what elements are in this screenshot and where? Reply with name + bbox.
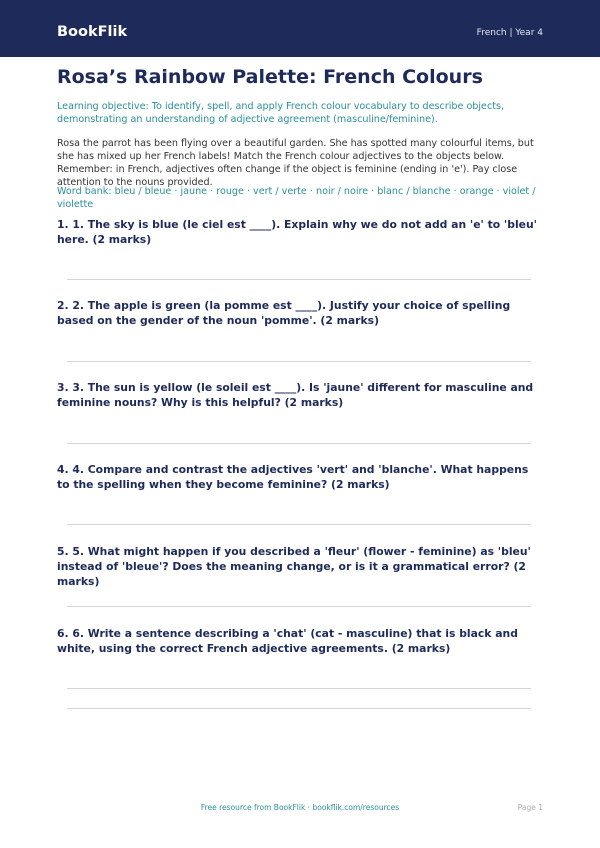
question-1 [57,217,543,247]
question-6 [57,626,543,656]
answer-line[interactable] [67,688,531,689]
question-text: 3. 3. The sun is yellow (le soleil est ____). Is 'jaune' different for masculine and feminine nouns? Why is this helpful? (2 marks) [57,381,534,409]
question-3 [57,380,543,410]
page-title: Rosa’s Rainbow Palette: French Colours [57,66,483,88]
question-5 [57,544,543,589]
answer-line[interactable] [67,708,531,709]
header-bar [0,0,600,57]
subject-year-label: French | Year 4 [476,28,543,38]
word-bank: Word bank: bleu / bleue · jaune · rouge · vert / verte · noir / noire · blanc / blanche · orange · violet / violette [57,186,536,210]
answer-line[interactable] [67,524,531,525]
answer-line[interactable] [67,279,531,280]
question-4 [57,462,543,492]
answer-line[interactable] [67,361,531,362]
question-text: 5. 5. What might happen if you described a 'fleur' (flower - feminine) as 'bleu' instead of 'bleue'? Does the meaning change, or is it a grammatical error? (2 marks) [57,545,531,588]
answer-line[interactable] [67,443,531,444]
question-text: 1. 1. The sky is blue (le ciel est ____). Explain why we do not add an 'e' to 'bleu' here. (2 marks) [57,218,537,246]
question-text: 6. 6. Write a sentence describing a 'chat' (cat - masculine) that is black and white, using the correct French adjective agreements. (2 marks) [57,627,518,655]
page-number: Page 1 [517,803,543,812]
footer-credit[interactable]: Free resource from BookFlik · bookflik.com/resources [200,803,400,812]
question-2 [57,298,543,328]
answer-line[interactable] [67,606,531,607]
question-text: 2. 2. The apple is green (la pomme est ____). Justify your choice of spelling based on the gender of the noun 'pomme'. (2 marks) [57,299,511,327]
intro-paragraph: Rosa the parrot has been flying over a beautiful garden. She has spotted many colourful items, but she has mixed up her French labels! Match the French colour adjectives to the objects below. Remember: in French, adjectives often change if the object is feminine (ending in 'e'). Pay close attention to the nouns provided. [57,138,534,188]
learning-objective: Learning objective: To identify, spell, and apply French colour vocabulary to describe objects, demonstrating an understanding of adjective agreement (masculine/feminine). [57,101,505,125]
question-text: 4. 4. Compare and contrast the adjectives 'vert' and 'blanche'. What happens to the spelling when they become feminine? (2 marks) [57,463,529,491]
brand-logo[interactable]: BookFlik [57,24,128,40]
